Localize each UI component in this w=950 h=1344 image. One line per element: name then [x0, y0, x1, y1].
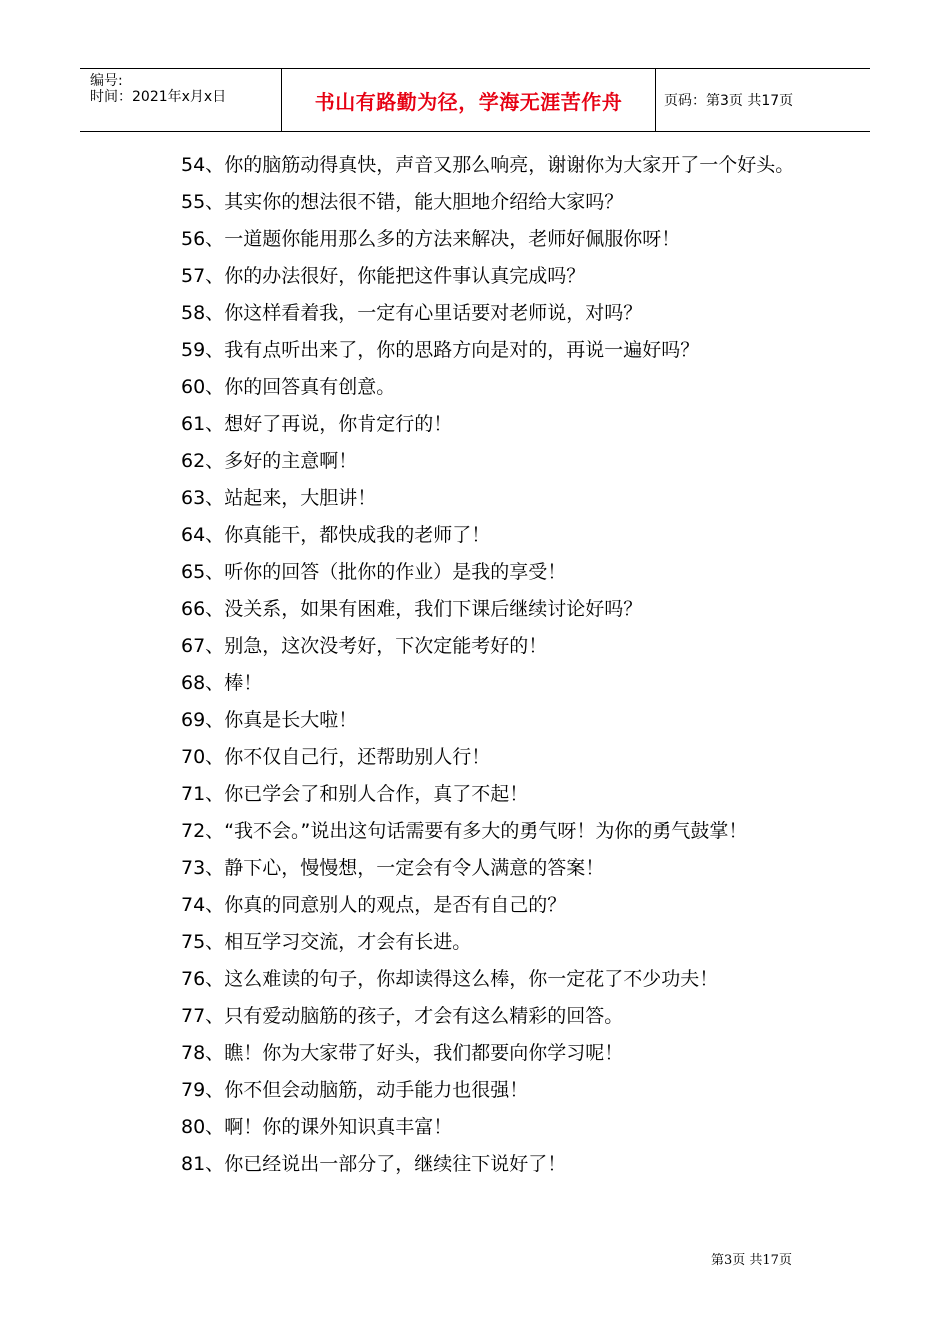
number-label: 编号:	[90, 73, 123, 89]
list-item	[145, 932, 817, 953]
item-text: 你已学会了和别人合作，真了不起！	[224, 783, 529, 805]
list-item	[145, 377, 817, 398]
header-page-cell	[655, 69, 870, 131]
item-number: 75、	[181, 931, 225, 953]
item-number: 65、	[181, 561, 225, 583]
item-text: 你真的同意别人的观点，是否有自己的？	[224, 894, 567, 916]
item-text: 你的脑筋动得真快，声音又那么响亮，谢谢你为大家开了一个好头。	[224, 154, 795, 176]
list-item	[145, 747, 817, 768]
item-number: 69、	[181, 709, 225, 731]
item-number: 70、	[181, 746, 225, 768]
list-item	[145, 636, 817, 657]
item-number: 55、	[181, 191, 225, 213]
item-text: 你这样看着我，一定有心里话要对老师说，对吗？	[224, 302, 643, 324]
item-number: 63、	[181, 487, 225, 509]
item-number: 62、	[181, 450, 225, 472]
item-number: 58、	[181, 302, 225, 324]
item-number: 76、	[181, 968, 225, 990]
item-text: 其实你的想法很不错，能大胆地介绍给大家吗？	[224, 191, 624, 213]
item-number: 57、	[181, 265, 225, 287]
item-number: 64、	[181, 524, 225, 546]
list-item	[145, 414, 817, 435]
item-text: 这么难读的句子，你却读得这么棒，你一定花了不少功夫！	[224, 968, 719, 990]
list-item	[145, 599, 817, 620]
header-page-info: 页码：第3页 共17页	[664, 93, 794, 109]
list-item	[145, 969, 817, 990]
list-item	[145, 340, 817, 361]
item-number: 60、	[181, 376, 225, 398]
list-item	[145, 1043, 817, 1064]
list-item	[145, 1154, 817, 1175]
item-text: 没关系，如果有困难，我们下课后继续讨论好吗？	[224, 598, 643, 620]
item-number: 68、	[181, 672, 225, 694]
item-number: 77、	[181, 1005, 225, 1027]
list-item	[145, 673, 817, 694]
item-text: 你不仅自己行，还帮助别人行！	[224, 746, 491, 768]
item-number: 79、	[181, 1079, 225, 1101]
item-text: 你的办法很好，你能把这件事认真完成吗？	[224, 265, 586, 287]
motto: 书山有路勤为径，学海无涯苦作舟	[314, 89, 623, 114]
item-text: 你已经说出一部分了，继续往下说好了！	[224, 1153, 567, 1175]
item-number: 56、	[181, 228, 225, 250]
item-text: 瞧！你为大家带了好头，我们都要向你学习呢！	[224, 1042, 624, 1064]
list-item	[145, 784, 817, 805]
item-number: 61、	[181, 413, 225, 435]
item-number: 78、	[181, 1042, 225, 1064]
item-text: 棒！	[224, 672, 263, 694]
item-number: 73、	[181, 857, 225, 879]
item-number: 72、	[181, 820, 225, 842]
list-item	[145, 562, 817, 583]
list-item	[145, 1117, 817, 1138]
time-label: 时间：2021年x月x日	[90, 89, 227, 105]
item-number: 59、	[181, 339, 225, 361]
item-text: 只有爱动脑筋的孩子，才会有这么精彩的回答。	[224, 1005, 624, 1027]
header-meta	[80, 69, 281, 131]
list-item	[145, 821, 817, 842]
list-item	[145, 525, 817, 546]
item-number: 80、	[181, 1116, 225, 1138]
list-item	[145, 895, 817, 916]
item-number: 74、	[181, 894, 225, 916]
list-item	[145, 155, 817, 176]
item-text: 你真是长大啦！	[224, 709, 358, 731]
item-text: 站起来，大胆讲！	[224, 487, 377, 509]
item-text: 我有点听出来了，你的思路方向是对的，再说一遍好吗？	[224, 339, 700, 361]
item-number: 54、	[181, 154, 225, 176]
item-number: 81、	[181, 1153, 225, 1175]
list-item	[145, 451, 817, 472]
list-item	[145, 1080, 817, 1101]
item-text: 听你的回答（批你的作业）是我的享受！	[224, 561, 567, 583]
list-item	[145, 488, 817, 509]
item-list	[145, 155, 817, 1191]
item-text: 多好的主意啊！	[224, 450, 358, 472]
item-text: 别急，这次没考好，下次定能考好的！	[224, 635, 548, 657]
list-item	[145, 858, 817, 879]
item-text: 你不但会动脑筋，动手能力也很强！	[224, 1079, 529, 1101]
footer-page-info: 第3页 共17页	[711, 1253, 792, 1268]
item-number: 71、	[181, 783, 225, 805]
item-text: 一道题你能用那么多的方法来解决，老师好佩服你呀！	[224, 228, 681, 250]
list-item	[145, 1006, 817, 1027]
item-text: 你的回答真有创意。	[224, 376, 396, 398]
item-text: “我不会。”说出这句话需要有多大的勇气呀！为你的勇气鼓掌！	[224, 820, 748, 842]
item-text: 你真能干，都快成我的老师了！	[224, 524, 491, 546]
list-item	[145, 710, 817, 731]
item-text: 啊！你的课外知识真丰富！	[224, 1116, 453, 1138]
list-item	[145, 303, 817, 324]
item-text: 想好了再说，你肯定行的！	[224, 413, 453, 435]
header-motto-cell	[281, 69, 656, 131]
item-text: 相互学习交流，才会有长进。	[224, 931, 472, 953]
page-header	[80, 68, 870, 132]
item-number: 66、	[181, 598, 225, 620]
list-item	[145, 192, 817, 213]
item-text: 静下心，慢慢想，一定会有令人满意的答案！	[224, 857, 605, 879]
list-item	[145, 266, 817, 287]
list-item	[145, 229, 817, 250]
item-number: 67、	[181, 635, 225, 657]
